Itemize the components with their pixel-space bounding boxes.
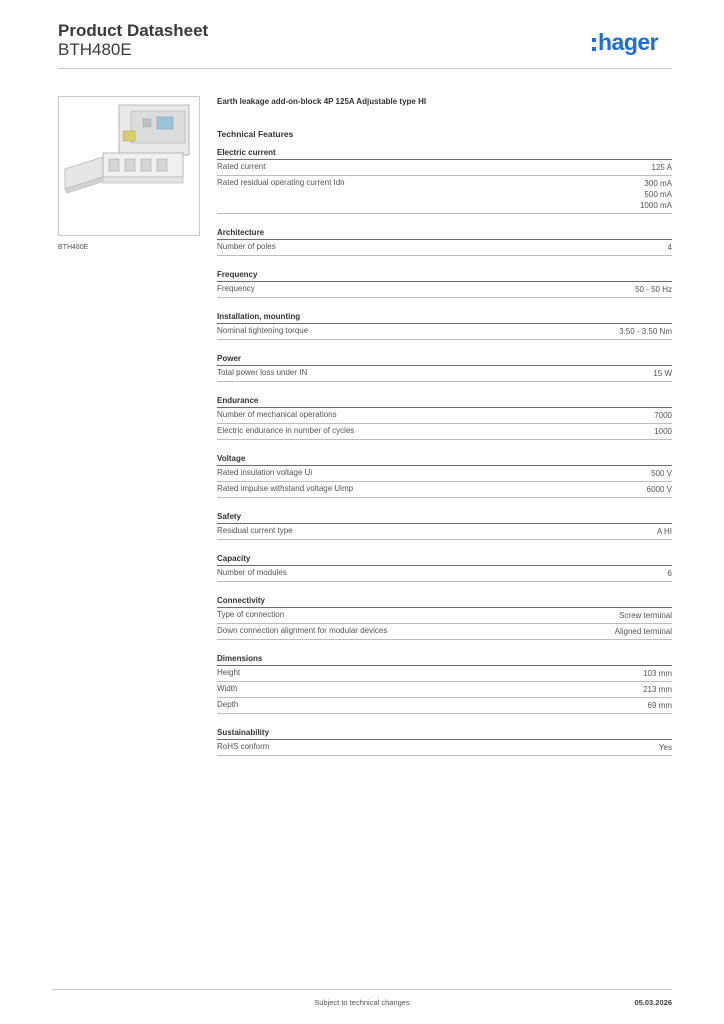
- spec-value-line: Yes: [658, 743, 672, 752]
- spec-value-line: 6000 V: [646, 485, 672, 494]
- spec-value-line: 300 mA: [644, 179, 672, 188]
- spec-label: Rated residual operating current Idn: [217, 178, 345, 187]
- product-code: BTH480E: [58, 40, 132, 59]
- spec-value-line: 500 mA: [644, 190, 672, 199]
- spec-value: [652, 162, 672, 173]
- spec-section: [217, 454, 672, 498]
- spec-value: [653, 368, 672, 379]
- section-title: Safety: [217, 512, 672, 524]
- spec-label: Nominal tightening torque: [217, 326, 309, 335]
- spec-value-line: 15 W: [653, 369, 672, 378]
- spec-label: Total power loss under IN: [217, 368, 308, 377]
- spec-label: Number of modules: [217, 568, 287, 577]
- spec-value-line: 1000: [654, 427, 672, 436]
- technical-features-title: Technical Features: [217, 129, 294, 139]
- spec-row: [217, 740, 672, 756]
- spec-value-line: A HI: [656, 527, 672, 536]
- footer-divider: [52, 989, 672, 990]
- header-divider: [58, 68, 672, 69]
- spec-value: [619, 610, 672, 621]
- section-title: Dimensions: [217, 654, 672, 666]
- spec-row: [217, 408, 672, 424]
- spec-value-line: 1000 mA: [639, 201, 672, 210]
- spec-row: [217, 608, 672, 624]
- spec-value-line: 4: [667, 243, 672, 252]
- logo-dots-icon: [592, 38, 596, 51]
- image-caption: BTH480E: [58, 244, 89, 251]
- spec-row: [217, 682, 672, 698]
- spec-section: [217, 228, 672, 256]
- spec-value: [648, 700, 672, 711]
- spec-value-line: 50 - 50 Hz: [635, 285, 672, 294]
- spec-section: [217, 270, 672, 298]
- brand-name: hager: [598, 28, 659, 55]
- spec-label: Number of mechanical operations: [217, 410, 337, 419]
- spec-label: Down connection alignment for modular devices: [217, 626, 388, 635]
- spec-value-line: 7000: [654, 411, 672, 420]
- spec-value: [654, 410, 672, 421]
- spec-label: RoHS conform: [217, 742, 270, 751]
- spec-row: [217, 240, 672, 256]
- spec-label: Rated impulse withstand voltage Uimp: [217, 484, 354, 493]
- spec-label: Residual current type: [217, 526, 293, 535]
- spec-row: [217, 160, 672, 176]
- spec-value: [657, 526, 672, 537]
- spec-value: [668, 568, 672, 579]
- spec-value-line: 3.50 - 3.50 Nm: [619, 327, 672, 336]
- spec-label: Type of connection: [217, 610, 285, 619]
- spec-section: [217, 654, 672, 714]
- spec-row: [217, 366, 672, 382]
- brand-logo: [592, 29, 658, 55]
- spec-value-line: 103 mm: [643, 669, 672, 678]
- spec-value: [643, 684, 672, 695]
- spec-value-line: Aligned terminal: [614, 627, 672, 636]
- spec-row: [217, 698, 672, 714]
- spec-row: [217, 666, 672, 682]
- spec-section: [217, 554, 672, 582]
- spec-value: [651, 468, 672, 479]
- product-image: [58, 96, 200, 236]
- spec-section: [217, 596, 672, 640]
- spec-row: [217, 176, 672, 214]
- spec-label: Frequency: [217, 284, 255, 293]
- spec-section: [217, 148, 672, 214]
- spec-section: [217, 354, 672, 382]
- section-title: Frequency: [217, 270, 672, 282]
- spec-label: Number of poles: [217, 242, 276, 251]
- spec-value: [643, 668, 672, 679]
- section-title: Power: [217, 354, 672, 366]
- spec-value: [615, 626, 672, 637]
- spec-label: Height: [217, 668, 241, 677]
- spec-value: [647, 484, 672, 495]
- section-title: Electric current: [217, 148, 672, 160]
- section-title: Installation, mounting: [217, 312, 672, 324]
- spec-sections: [217, 148, 672, 756]
- spec-value: [659, 742, 672, 753]
- product-description: Earth leakage add-on-block 4P 125A Adjustable type HI: [217, 97, 427, 106]
- spec-section: [217, 312, 672, 340]
- section-title: Capacity: [217, 554, 672, 566]
- section-title: Sustainability: [217, 728, 672, 740]
- section-title: Endurance: [217, 396, 672, 408]
- section-title: Architecture: [217, 228, 672, 240]
- spec-row: [217, 466, 672, 482]
- spec-row: [217, 482, 672, 498]
- spec-row: [217, 524, 672, 540]
- spec-content: [217, 97, 672, 756]
- spec-row: [217, 324, 672, 340]
- spec-value: [619, 326, 672, 337]
- spec-value: [668, 242, 672, 253]
- spec-row: [217, 566, 672, 582]
- spec-value-line: 6: [667, 569, 672, 578]
- spec-value: [635, 284, 672, 295]
- page-title: Product Datasheet: [58, 21, 209, 40]
- spec-row: [217, 624, 672, 640]
- spec-value: [654, 426, 672, 437]
- spec-label: Width: [217, 684, 238, 693]
- spec-value-line: 125 A: [651, 163, 672, 172]
- product-illustration-icon: [59, 97, 199, 235]
- spec-label: Depth: [217, 700, 239, 709]
- spec-section: [217, 396, 672, 440]
- spec-label: Rated current: [217, 162, 266, 171]
- spec-value: [640, 178, 672, 211]
- spec-value-line: 213 mm: [643, 685, 672, 694]
- section-title: Voltage: [217, 454, 672, 466]
- spec-row: [217, 424, 672, 440]
- spec-label: Rated insulation voltage Ui: [217, 468, 313, 477]
- footer-date: 05.03.2026: [634, 998, 672, 1007]
- spec-row: [217, 282, 672, 298]
- section-title: Connectivity: [217, 596, 672, 608]
- spec-value-line: 500 V: [651, 469, 672, 478]
- spec-value-line: 69 mm: [647, 701, 672, 710]
- spec-section: [217, 728, 672, 756]
- footer-note: Subject to technical changes: [314, 998, 410, 1007]
- spec-label: Electric endurance in number of cycles: [217, 426, 355, 435]
- spec-section: [217, 512, 672, 540]
- spec-value-line: Screw terminal: [619, 611, 672, 620]
